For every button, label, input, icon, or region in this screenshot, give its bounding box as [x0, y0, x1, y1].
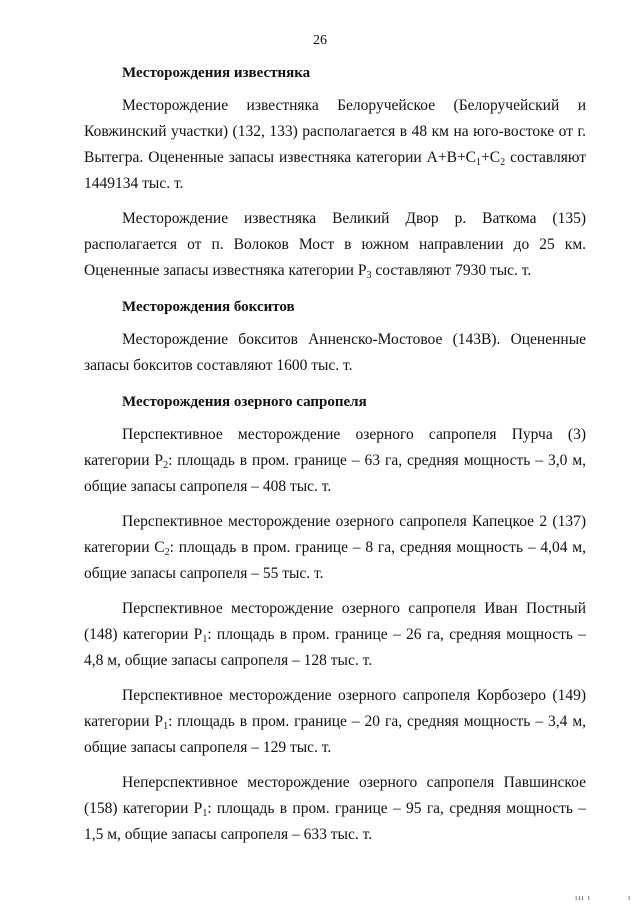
paragraph-sapropel-deposit: Перспективное месторождение озерного сапропеля Капецкое 2 (137) категории $С_2$: площадь в пром. границе – 8 га, средняя мощность – 4,04 м, общие запасы сапропеля – 55 тыс. т. [84, 513, 586, 582]
section-heading-limestone: Месторождения известняка [122, 65, 311, 81]
paragraph-sapropel-deposit: Перспективное месторождение озерного сапропеля Иван Постный (148) категории $Р_1$: площадь в пром. границе – 26 га, средняя мощность – 4,8 м, общие запасы сапропеля – 128 тыс. т. [84, 600, 586, 669]
document-body [84, 62, 586, 848]
paragraph-limestone-velikiy-dvor: Месторождение известняка Великий Двор р. Ваткома (135) располагается от п. Волоков Мост в южном направлении до 25 км. Оцененные запасы известняка категории $Р_3$ составляют 7930 тыс. т. [84, 210, 586, 281]
paragraph-bauxite: Месторождение бокситов Анненско-Мостовое (143В). Оцененные запасы бокситов составляют 1600 тыс. т. [84, 331, 586, 374]
section-heading-bauxite: Месторождения бокситов [122, 299, 295, 315]
paragraph-sapropel-deposit: Неперспективное месторождение озерного сапропеля Павшинское (158) категории $Р_1$: площадь в пром. границе – 95 га, средняя мощность – 1,5 м, общие запасы сапропеля – 633 тыс. т. [84, 774, 586, 843]
sapropel-list [84, 422, 586, 848]
paragraph-limestone-beloruchey: Месторождение известняка Белоручейское (Белоручейский и Ковжинский участки) (132, 133) располагается в 48 км на юго-востоке от г. Вытегра. Оцененные запасы известняка категории $А+В+С_1+С_2$ составляют 1449134 тыс. т. [84, 97, 587, 192]
page-number: 26 [313, 33, 327, 48]
footer-marks: ııı ı [575, 893, 591, 902]
paragraph-sapropel-deposit: Перспективное месторождение озерного сапропеля Пурча (3) категории $Р_2$: площадь в пром. границе – 63 га, средняя мощность – 3,0 м, общие запасы сапропеля – 408 тыс. т. [84, 426, 586, 495]
section-heading-sapropel: Месторождения озерного сапропеля [122, 394, 367, 410]
paragraph-sapropel-deposit: Перспективное месторождение озерного сапропеля Корбозеро (149) категории $Р_1$: площадь в пром. границе – 20 га, средняя мощность – 3,4 м, общие запасы сапропеля – 129 тыс. т. [84, 687, 586, 756]
footer-tick: ı [628, 893, 631, 902]
